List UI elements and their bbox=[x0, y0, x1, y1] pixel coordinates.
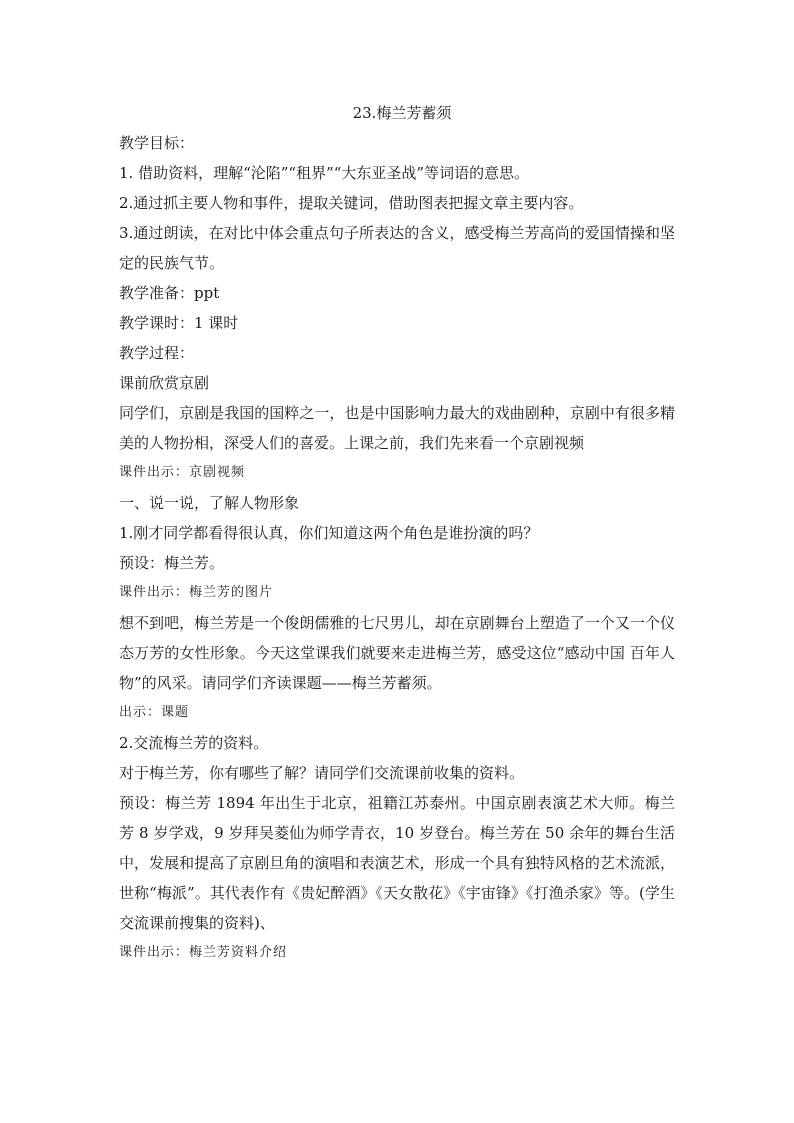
courseware-note-picture: 课件出示：梅兰芳的图片 bbox=[119, 585, 274, 600]
discussion-prompt: 对于梅兰芳，你有哪些了解？请同学们交流课前收集的资料。 bbox=[119, 764, 525, 782]
section-heading-part-one: 一、说一说，了解人物形象 bbox=[119, 494, 300, 512]
objective-1: 1. 借助资料，理解“沦陷”“租界”“大东亚圣战”等词语的意思。 bbox=[119, 164, 530, 182]
courseware-note-profile: 课件出示：梅兰芳资料介绍 bbox=[119, 945, 288, 960]
objective-2: 2.通过抓主要人物和事件，提取关键词，借助图表把握文章主要内容。 bbox=[119, 194, 584, 212]
pre-class-activity: 课前欣赏京剧 bbox=[119, 374, 210, 392]
lesson-title: 23.梅兰芳蓄须 bbox=[352, 104, 452, 122]
intro-paragraph: 同学们，京剧是我国的国粹之一，也是中国影响力最大的戏曲剧种，京剧中有很多精美的人物扮相，深受人们的喜爱。上课之前，我们先来看一个京剧视频 bbox=[119, 404, 675, 452]
section-heading-objectives: 教学目标： bbox=[119, 134, 195, 152]
objective-3: 3.通过朗读，在对比中体会重点句子所表达的含义，感受梅兰芳高尚的爱国情操和坚定的民族气节。 bbox=[119, 224, 675, 272]
courseware-note-title: 出示：课题 bbox=[119, 705, 190, 720]
question-2: 2.交流梅兰芳的资料。 bbox=[119, 734, 269, 752]
teaching-preparation: 教学准备：ppt bbox=[119, 284, 220, 302]
courseware-note-video: 课件出示：京剧视频 bbox=[119, 465, 246, 480]
section-heading-process: 教学过程： bbox=[119, 344, 195, 362]
teaching-hours: 教学课时：1 课时 bbox=[119, 314, 239, 332]
document-body bbox=[119, 98, 675, 968]
question-1: 1.刚才同学都看得很认真，你们知道这两个角色是谁扮演的吗？ bbox=[119, 524, 539, 542]
narrative-paragraph: 想不到吧，梅兰芳是一个俊朗儒雅的七尺男儿，却在京剧舞台上塑造了一个又一个仪态万芳的女性形象。今天这堂课我们就要来走进梅兰芳，感受这位“感动中国 百年人物”的风采。请同学们齐读课题——梅兰芳蓄须。 bbox=[119, 614, 675, 692]
answer-preset-1: 预设：梅兰芳。 bbox=[119, 554, 225, 572]
answer-preset-2: 预设：梅兰芳 1894 年出生于北京，祖籍江苏泰州。中国京剧表演艺术大师。梅兰芳 8 岁学戏，9 岁拜吴菱仙为师学青衣，10 岁登台。梅兰芳在 50 余年的舞台生活中，发展和提高了京剧旦角的演唱和表演艺术，形成一个具有独特风格的艺术流派，世称“梅派”。其代表作有《贵妃醉酒》《天女散花》《宇宙锋》《打渔杀家》等。(学生交流课前搜集的资料)、 bbox=[119, 794, 675, 932]
